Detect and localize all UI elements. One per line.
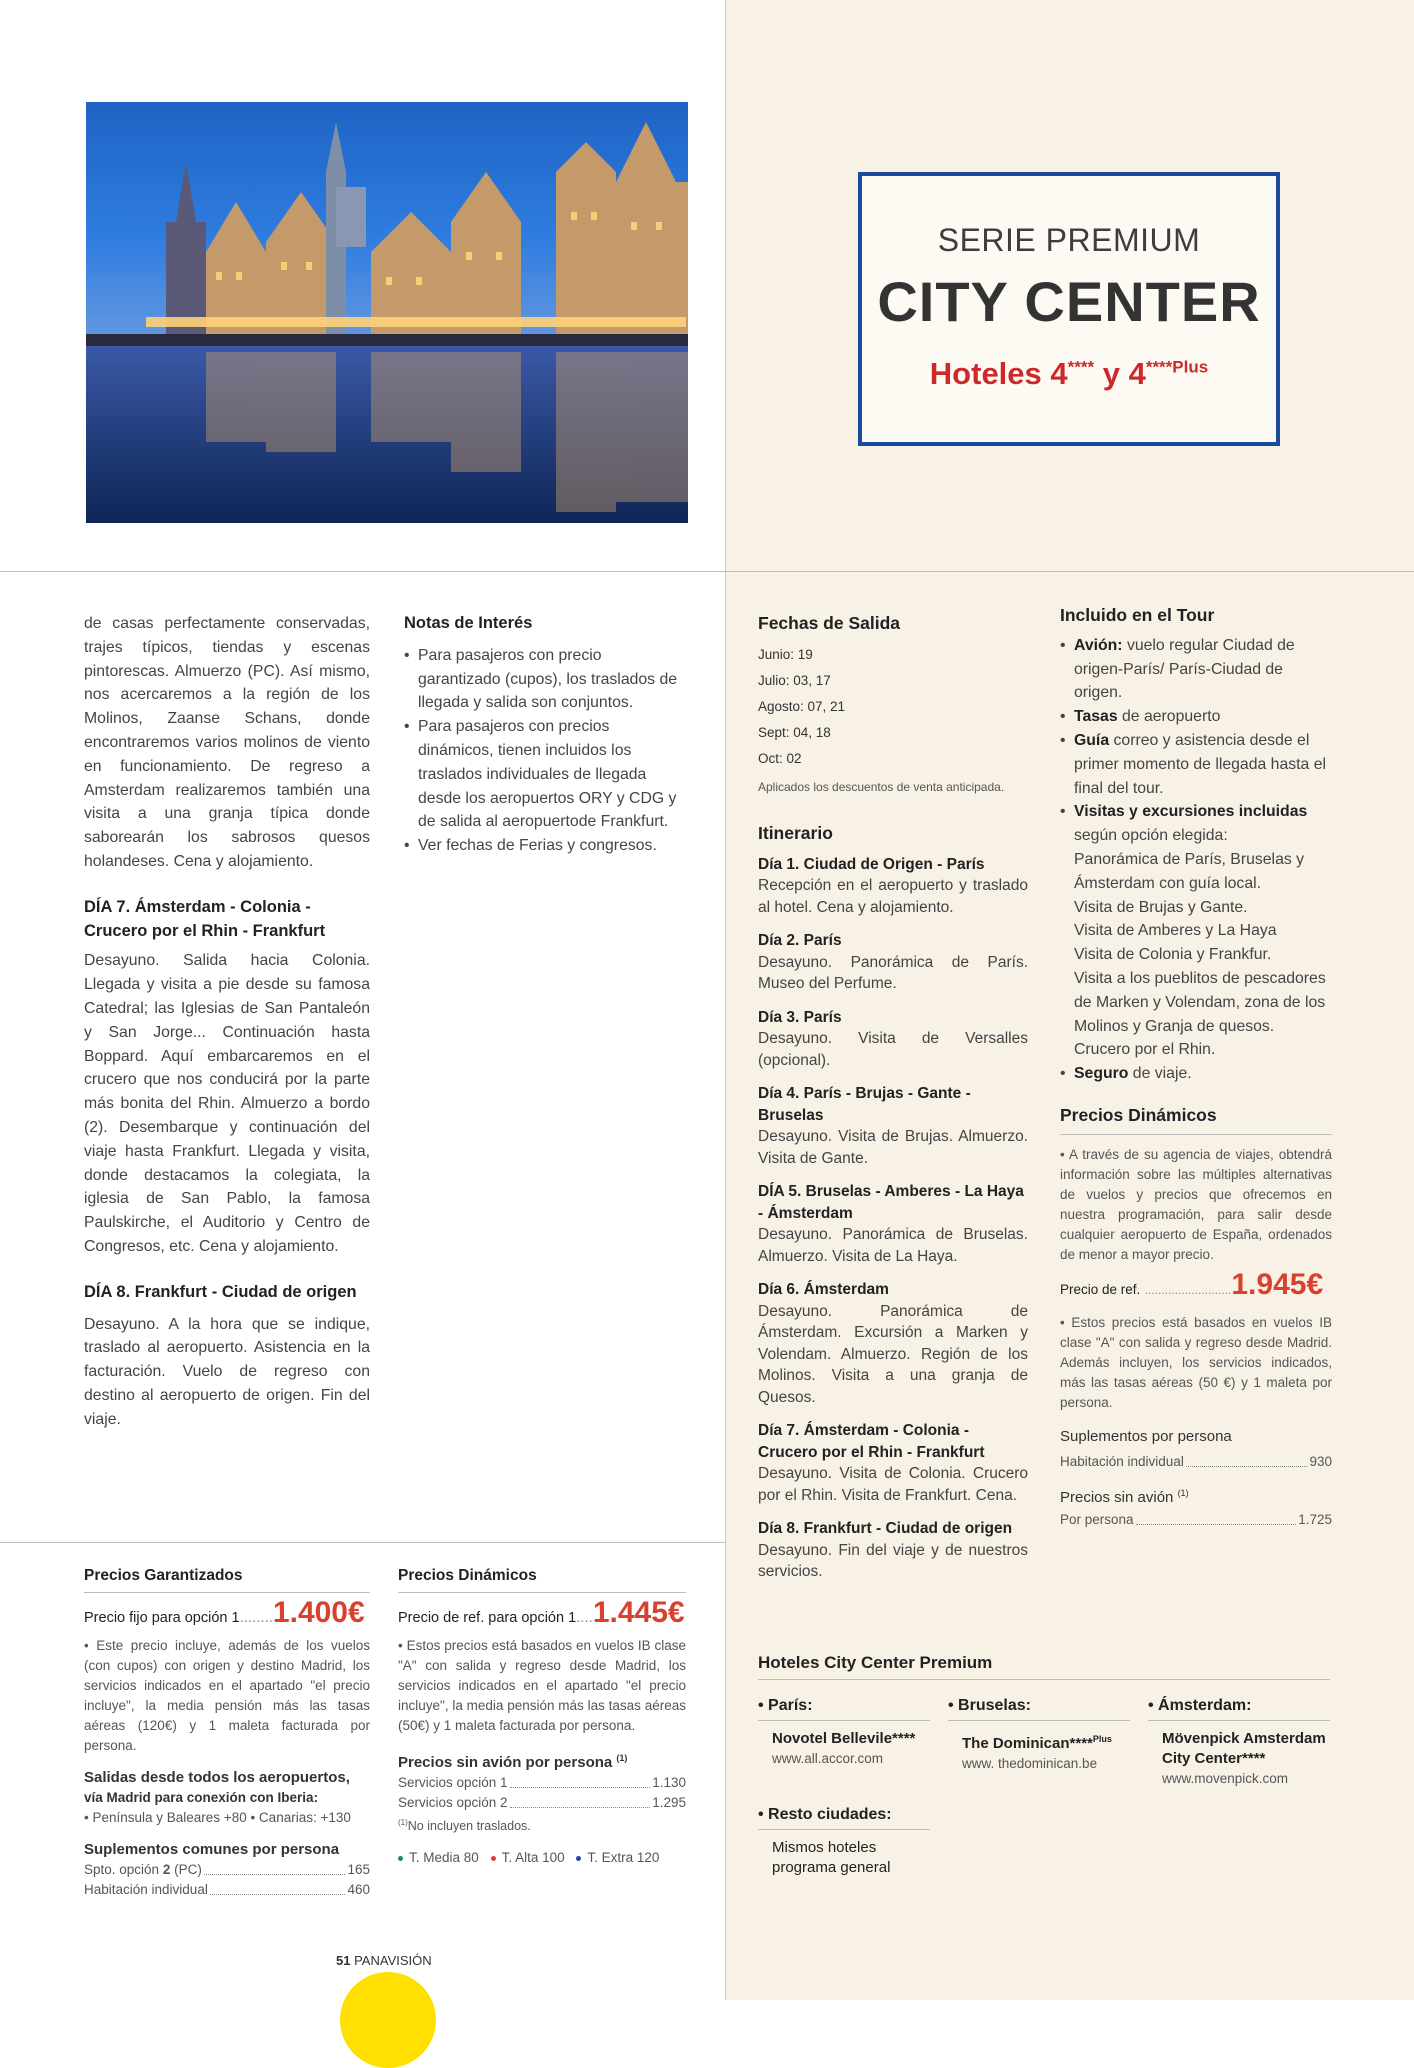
incluido-item: • Seguro de viaje. <box>1060 1062 1332 1086</box>
precios-garantizados <box>84 1566 370 1900</box>
hotel-city-rest: • Resto ciudades: Mismos hoteles programa general <box>758 1805 930 1878</box>
season-item: T. Media 80 <box>398 1850 479 1865</box>
fecha-row: Sept: 04, 18 <box>758 724 831 740</box>
itinerary-day: DÍA 5. Bruselas - Amberes - La Haya - Ámsterdam Desayuno. Panorámica de Bruselas. Almuerzo. Visita de La Haya. <box>758 1183 1028 1265</box>
sin-avion-right-title: Precios sin avión $^{(1)}$ <box>1060 1488 1189 1507</box>
itinerary-day: Día 8. Frankfurt - Ciudad de origen Desayuno. Fin del viaje y de nuestros servicios. <box>758 1520 1028 1581</box>
nota-item: • Para pasajeros con precios dinámicos, tienen incluidos los traslados individuales de llegada desde los aeropuertos ORY y CDG y de salida al aeropuertode Frankfurt. <box>404 715 688 834</box>
itinerary-day: Día 7. Ámsterdam - Colonia - Crucero por el Rhin - Frankfurt Desayuno. Visita de Colonia. Crucero por el Rhin. Visita de Frankfurt. Cena. <box>758 1422 1028 1504</box>
garantizados-price: 1.400€ <box>272 1596 365 1629</box>
included-column <box>1060 604 1332 1530</box>
header-rule <box>0 571 1414 572</box>
page-tab-decoration <box>340 1972 436 2068</box>
sin-avion-row: Servicios opción 1 1.130 <box>398 1775 686 1790</box>
fechas-list <box>758 642 1028 772</box>
incluido-list <box>1060 634 1332 1086</box>
garantizados-price-row: Precio fijo para opción 1........1.400€ <box>84 1596 365 1629</box>
notas-list <box>404 644 688 858</box>
incluido-item: • Avión: vuelo regular Ciudad de origen-París/ París-Ciudad de origen. <box>1060 634 1332 705</box>
dinamicos-right-price: 1.945€ <box>1231 1267 1324 1301</box>
itinerary-day: Día 2. París Desayuno. Panorámica de París. Museo del Perfume. <box>758 932 1028 993</box>
salidas-items: • Península y Baleares +80 • Canarias: +130 <box>84 1810 351 1825</box>
narrative-column <box>84 612 370 1432</box>
day8-title: DÍA 8. Frankfurt - Ciudad de origen <box>84 1282 357 1301</box>
dinamicos-title: Precios Dinámicos <box>398 1566 686 1593</box>
suplemento-row: Habitación individual 460 <box>84 1882 370 1897</box>
suplemento-right-row: Habitación individual 930 <box>1060 1454 1332 1470</box>
incluido-title: Incluido en el Tour <box>1060 605 1215 625</box>
incluido-item: • Tasas de aeropuerto <box>1060 705 1332 729</box>
season-legend <box>398 1848 686 1868</box>
garantizados-note: • Este precio incluye, además de los vuelos (con cupos) con origen y destino Madrid, los servicios indicados en el apartado "el precio incluye", la media pensión más las tasas aéreas (120€) y 1 maleta facturada por persona. <box>84 1638 370 1753</box>
hoteles-title: Hoteles City Center Premium <box>758 1653 1330 1680</box>
season-dot-icon <box>576 1856 581 1861</box>
salidas-title: Salidas desde todos los aeropuertos, <box>84 1769 350 1786</box>
series-name: CITY CENTER <box>877 270 1261 333</box>
sin-avion-row: Servicios opción 2 1.295 <box>398 1795 686 1810</box>
garantizados-title: Precios Garantizados <box>84 1566 370 1593</box>
dinamicos-right-price-row: Precio de ref. ..........................1.945€ <box>1060 1267 1324 1301</box>
price-rule <box>0 1542 726 1543</box>
city-photo <box>86 102 688 523</box>
nota-item: • Ver fechas de Ferias y congresos. <box>404 834 688 858</box>
series-label: SERIE PREMIUM <box>937 222 1201 258</box>
hoteles-cities <box>758 1696 1330 1789</box>
sin-avion-title: Precios sin avión por persona $^{(1)}$ <box>398 1753 628 1771</box>
day8-text: Desayuno. A la hora que se indique, traslado al aeropuerto. Asistencia en la facturación. Vuelo de regreso con destino al aeropuerto de origen. Fin del viaje. <box>84 1315 370 1428</box>
hotel-city: • Bruselas: The Dominican****$^{Plus}$ www. thedominican.be <box>948 1696 1130 1789</box>
dinamicos-right-text: • A través de su agencia de viajes, obtendrá información sobre las múltiples alternativas de vuelos y precios que ofrecemos en nuestra programación, para salir desde cualquier aeropuerto de España, ordenados de menor a mayor precio. <box>1060 1146 1332 1262</box>
hoteles-section <box>758 1653 1330 1878</box>
season-dot-icon <box>398 1856 403 1861</box>
itinerary-day: Día 3. París Desayuno. Visita de Versalles (opcional). <box>758 1008 1028 1069</box>
itinerary-day: Día 6. Ámsterdam Desayuno. Panorámica de Ámsterdam. Excursión a Marken y Volendam. Almuerzo. Región de los Molinos. Visita a una granja de Quesos. <box>758 1281 1028 1406</box>
season-item: T. Extra 120 <box>576 1850 659 1865</box>
day7-title: DÍA 7. Ámsterdam - Colonia - Crucero por el Rhin - Frankfurt <box>84 897 326 940</box>
hotel-city: • Ámsterdam: Mövenpick Amsterdam City Center**** www.movenpick.com <box>1148 1696 1330 1789</box>
season-item: T. Alta 100 <box>491 1850 565 1865</box>
suplementos-right-title: Suplementos por persona <box>1060 1427 1232 1445</box>
precios-dinamicos-left <box>398 1566 686 1868</box>
notas-column <box>404 612 688 858</box>
intro-text: de casas perfectamente conservadas, trajes típicos, tiendas y escenas pintorescas. Almuerzo (PC). Así mismo, nos acercaremos a la región de los Molinos, Zaanse Schans, donde encontraremos varios molinos de viento en funcionamiento. De regreso a Amsterdam realizaremos también una visita a una granja típica donde saborearán los sabrosos quesos holandeses. Cena y alojamiento. <box>84 615 370 870</box>
dinamicos-price-row: Precio de ref. para opción 1....1.445€ <box>398 1596 685 1629</box>
itinerary-column <box>758 612 1028 1595</box>
suplemento-row: Spto. opción 2 (PC) 165 <box>84 1862 370 1877</box>
fecha-row: Julio: 03, 17 <box>758 672 831 688</box>
series-title-box <box>858 172 1280 446</box>
itinerary-day: Día 4. París - Brujas - Gante - Bruselas Desayuno. Visita de Brujas. Almuerzo. Visita de Gante. <box>758 1085 1028 1167</box>
day7-text: Desayuno. Salida hacia Colonia. Llegada y visita a pie desde su famosa Catedral; las Iglesias de San Pantaleón y San Jorge... Continuación hasta Boppard. Aquí embarcaremos en el crucero que nos conducirá por la parte más bonita del Rhin. Almuerzo a bordo (2). Desembarque y continuación del viaje hasta Frankfurt. Llegada y visita, donde destacamos la colegiata, la iglesia de San Pablo, la famosa Paulskirche, el Auditorio y Centro de Congresos, etc. Cena y alojamiento. <box>84 952 370 1255</box>
season-dot-icon <box>491 1856 496 1861</box>
incluido-item: • Visitas y excursiones incluidas según opción elegida: Panorámica de París, Bruselas y Ámsterdam con guía local. Visita de Brujas y Gante. Visita de Amberes y La Haya Visita de Colonia y Frankfur. Visita a los pueblitos de pescadores de Marken y Volendam, zona de los Molinos y Granja de quesos. Crucero por el Rhin. <box>1060 800 1332 1062</box>
nota-item: • Para pasajeros con precio garantizado (cupos), los traslados de llegada y salida son conjuntos. <box>404 644 688 715</box>
incluido-item: • Guía correo y asistencia desde el primer momento de llegada hasta el final del tour. <box>1060 729 1332 800</box>
itinerary-day: Día 1. Ciudad de Origen - París Recepción en el aeropuerto y traslado al hotel. Cena y alojamiento. <box>758 855 1028 916</box>
fechas-note: Aplicados los descuentos de venta anticipada. <box>758 779 1005 794</box>
suplementos-title: Suplementos comunes por persona <box>84 1841 340 1858</box>
dinamicos-note: • Estos precios está basados en vuelos IB clase "A" con salida y regreso desde Madrid, los servicios indicados en el apartado "el precio incluye", la media pensión más las tasas aéreas (50€) y 1 maleta facturada por persona. <box>398 1638 686 1733</box>
fecha-row: Junio: 19 <box>758 646 813 662</box>
fecha-row: Agosto: 07, 21 <box>758 698 846 714</box>
fechas-title: Fechas de Salida <box>758 613 901 633</box>
page-footer: 51 PANAVISIÓN <box>336 1953 432 1968</box>
hotel-city: • París: Novotel Bellevile**** www.all.accor.com <box>758 1696 930 1789</box>
page-divider <box>725 0 726 2000</box>
dinamicos-right-title: Precios Dinámicos <box>1060 1104 1332 1135</box>
salidas-subtitle: vía Madrid para conexión con Iberia: <box>84 1790 319 1805</box>
hotel-category: Hoteles 4**** y $4^{****Plus}$ <box>929 356 1209 391</box>
notas-title: Notas de Interés <box>404 614 533 632</box>
dinamicos-price: 1.445€ <box>592 1596 685 1629</box>
dinamicos-right-note: • Estos precios está basados en vuelos IB clase "A" con salida y regreso desde Madrid. Además incluyen, los servicios indicados, más las tasas aéreas (50 €) y 1 maleta por persona. <box>1060 1314 1332 1410</box>
fecha-row: Oct: 02 <box>758 750 802 766</box>
sin-avion-footnote: $^{(1)}$No incluyen traslados. <box>398 1818 531 1834</box>
sin-avion-right-row: Por persona 1.725 <box>1060 1512 1332 1528</box>
itinerary-days <box>758 854 1028 1583</box>
itinerario-title: Itinerario <box>758 822 833 843</box>
